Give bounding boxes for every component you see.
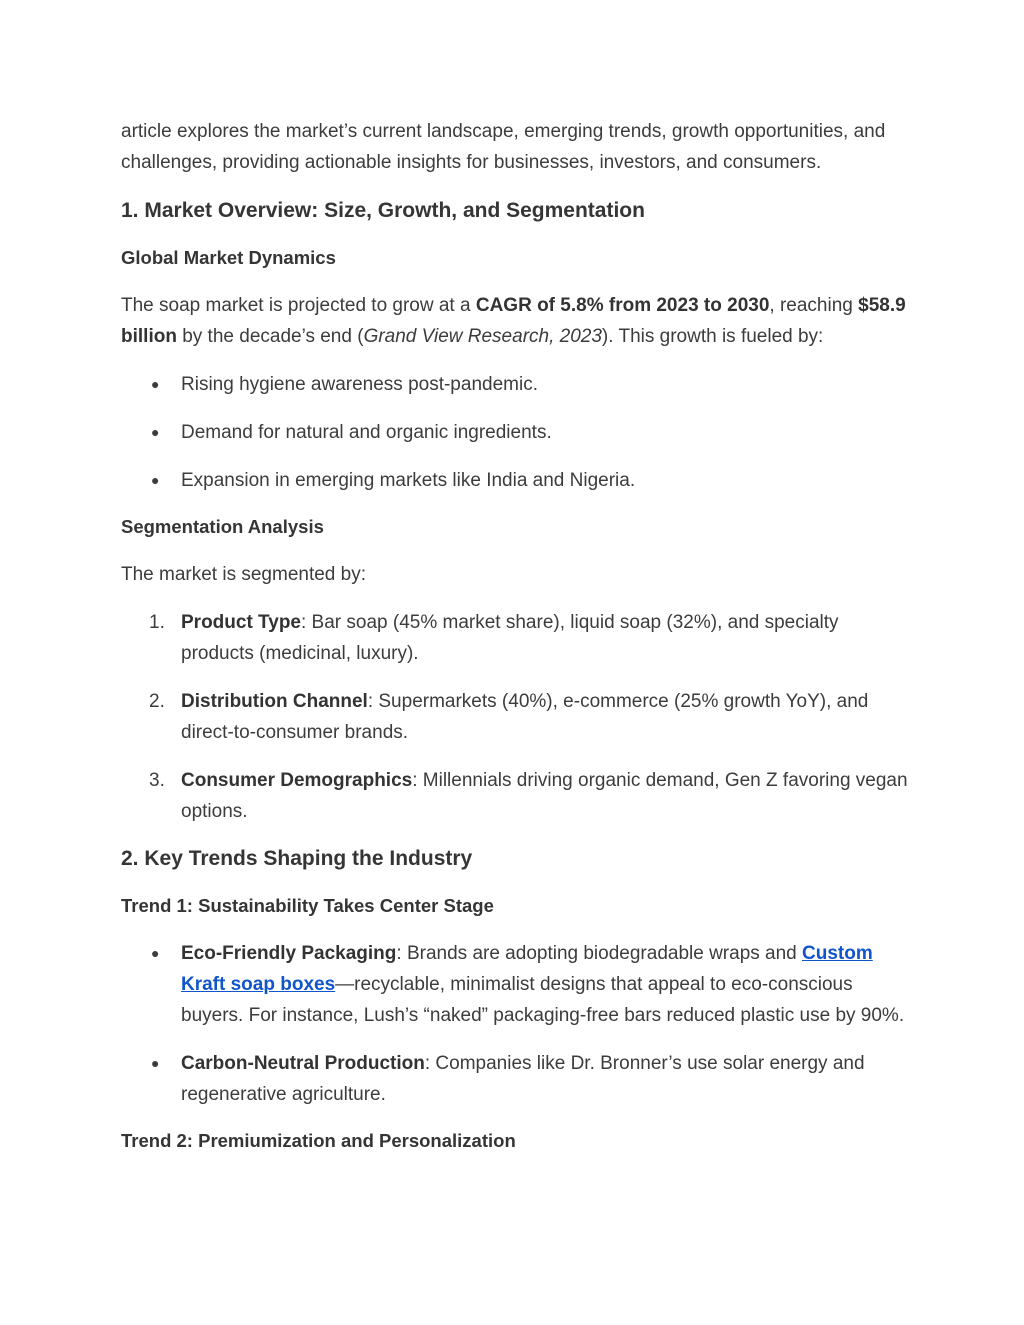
global-market-dynamics-heading: Global Market Dynamics [121,247,336,268]
trend-1-heading: Trend 1: Sustainability Takes Center Stage [121,895,494,916]
section-1-heading: 1. Market Overview: Size, Growth, and Segmentation [121,199,645,222]
list-number: 1. [149,612,165,633]
segmentation-intro: The market is segmented by: [121,564,366,585]
list-item: ● Eco-Friendly Packaging: Brands are adopting biodegradable wraps and Custom Kraft soap boxes—recyclable, minimalist designs that appeal to eco-conscious buyers. For instance, Lush’s “naked” packaging-free bars reduced plastic use by 90%. [121,938,911,1031]
bullet-icon: ● [151,376,160,392]
bullet-icon: ● [151,472,160,488]
growth-drivers-list [121,369,911,496]
list-item: ● Carbon-Neutral Production: Companies like Dr. Bronner’s use solar energy and regenerative agriculture. [121,1048,911,1110]
trend-2-heading: Trend 2: Premiumization and Personalization [121,1130,516,1151]
segmentation-list [121,607,911,827]
market-growth-paragraph: The soap market is projected to grow at a CAGR of 5.8% from 2023 to 2030, reaching $58.9 billion by the decade’s end (Grand View Research, 2023). This growth is fueled by: [121,295,906,347]
list-item: ● Demand for natural and organic ingredients. [121,417,911,448]
bullet-icon: ● [151,945,160,961]
market-value-highlight: $58.9 billion [121,295,906,347]
document-page [121,116,911,1173]
list-item: 3. Consumer Demographics: Millennials driving organic demand, Gen Z favoring vegan options. [121,765,911,827]
list-item: 1. Product Type: Bar soap (45% market share), liquid soap (32%), and specialty products (medicinal, luxury). [121,607,911,669]
list-number: 3. [149,770,165,791]
list-item: ● Expansion in emerging markets like India and Nigeria. [121,465,911,496]
list-number: 2. [149,691,165,712]
section-2-heading: 2. Key Trends Shaping the Industry [121,847,473,870]
bullet-icon: ● [151,1055,160,1071]
cagr-highlight: CAGR of 5.8% from 2023 to 2030 [475,295,770,316]
custom-kraft-soap-boxes-link[interactable]: Custom Kraft soap boxes [181,943,873,995]
segmentation-analysis-heading: Segmentation Analysis [121,516,324,537]
sustainability-list [121,938,911,1110]
intro-paragraph: article explores the market’s current landscape, emerging trends, growth opportunities, and challenges, providing actionable insights for businesses, investors, and consumers. [121,121,886,173]
source-citation: Grand View Research, 2023 [363,326,602,347]
list-item: 2. Distribution Channel: Supermarkets (40%), e-commerce (25% growth YoY), and direct-to-consumer brands. [121,686,911,748]
list-item: ● Rising hygiene awareness post-pandemic. [121,369,911,400]
bullet-icon: ● [151,424,160,440]
